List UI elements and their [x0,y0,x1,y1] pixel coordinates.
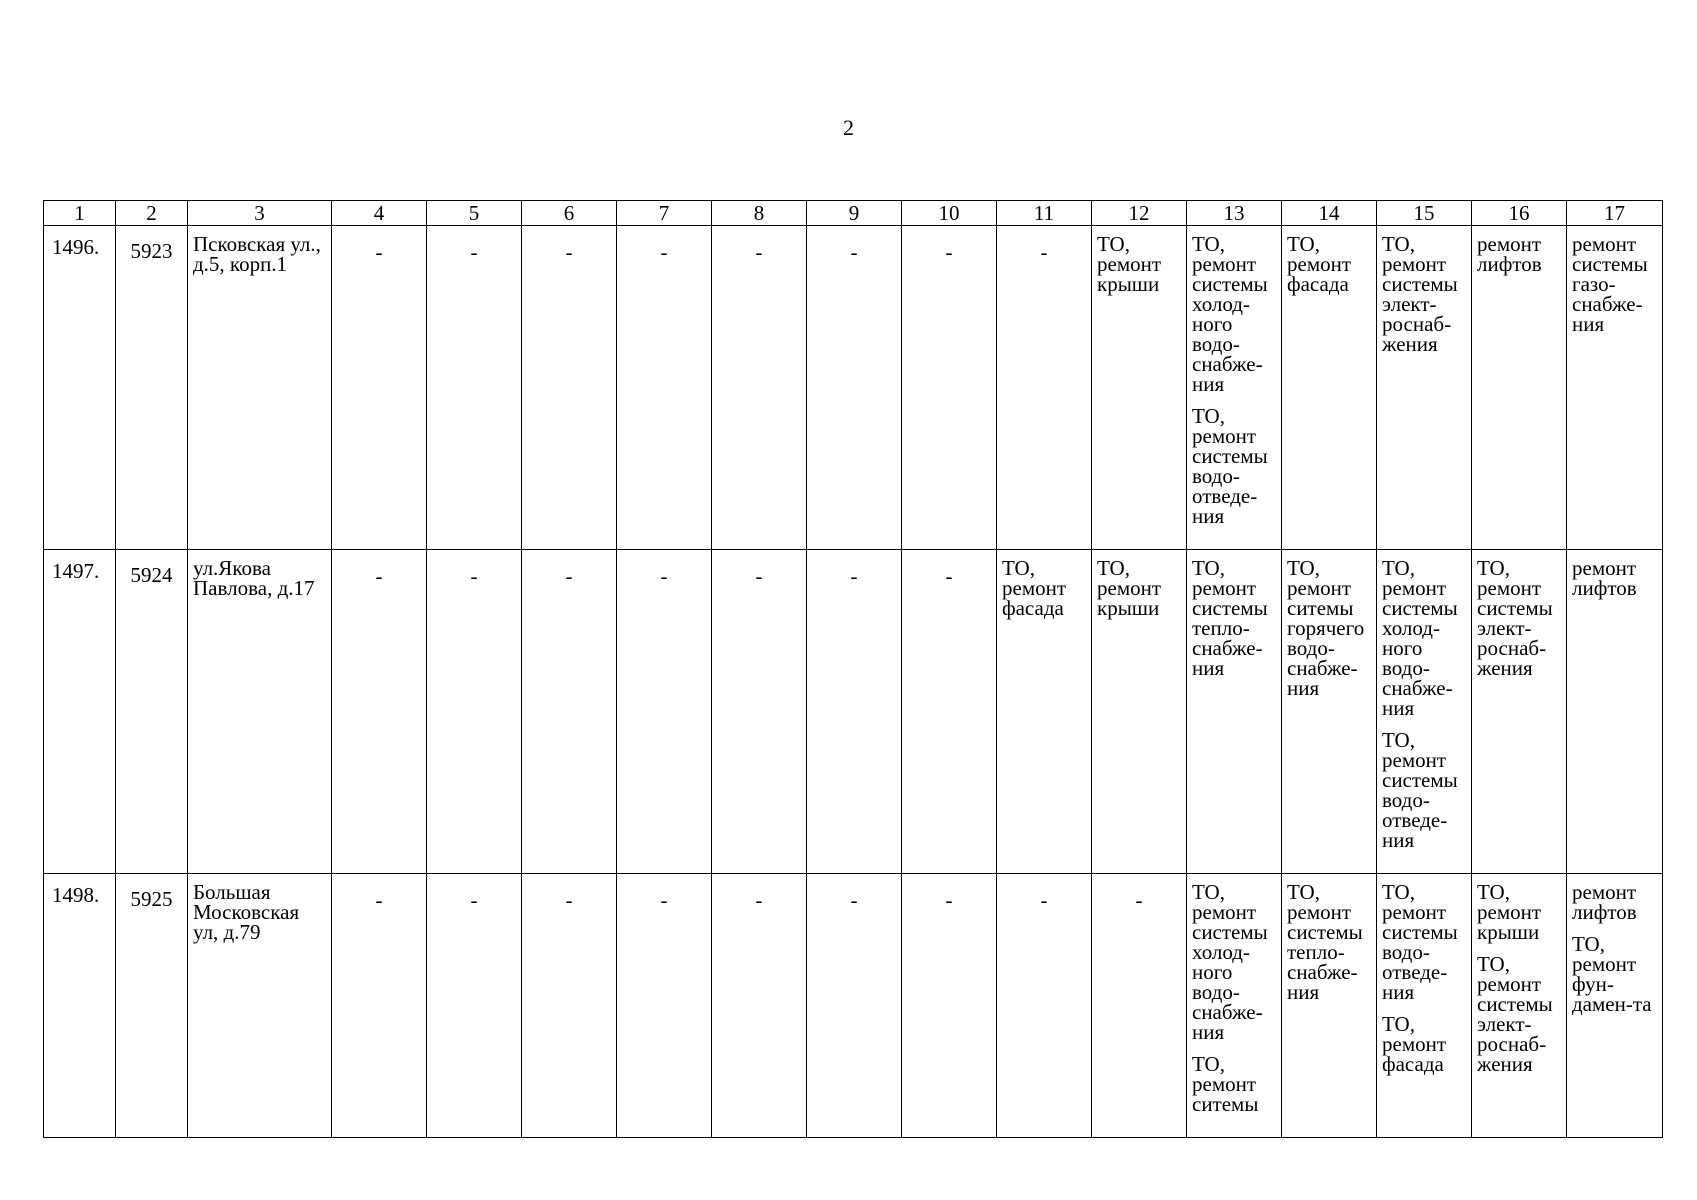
empty-cell: - [617,874,712,1138]
column-header: 4 [332,201,427,226]
empty-cell: - [712,874,807,1138]
empty-cell: - [332,874,427,1138]
work-cell-17 [1567,874,1663,1138]
work-entry: ремонт лифтов [1572,556,1637,600]
work-entry: - [1040,240,1048,264]
row-number: 1496. [44,226,116,550]
work-cell-11 [997,874,1092,1138]
page-number: 2 [843,115,854,140]
column-header: 2 [116,201,188,226]
empty-cell: - [427,550,522,874]
work-cell-11 [997,550,1092,874]
work-entry: ТО, ремонт системы элект-роснаб-жения [1477,556,1553,680]
work-entry: ТО, ремонт системы холод-ного водо-снабже-ния [1192,880,1268,1044]
work-entry: - [1040,888,1048,912]
column-header: 6 [522,201,617,226]
work-cell-15 [1377,874,1472,1138]
empty-cell: - [617,550,712,874]
column-header: 11 [997,201,1092,226]
work-entry: ремонт лифтов [1477,232,1542,276]
work-cell-12 [1092,550,1187,874]
work-cell-12 [1092,874,1187,1138]
table-row [44,550,1663,874]
work-cell-11 [997,226,1092,550]
work-entry: ТО, ремонт системы тепло-снабже-ния [1287,880,1363,1004]
work-cell-16 [1472,874,1567,1138]
work-entry: ТО, ремонт фун-дамен-та [1572,932,1652,1016]
work-entry: ТО, ремонт системы элект-роснаб-жения [1382,232,1458,356]
table-row [44,874,1663,1138]
address-cell: ул.Якова Павлова, д.17 [188,550,332,874]
work-entry: ТО, ремонт системы элект-роснаб-жения [1477,952,1553,1076]
empty-cell: - [902,874,997,1138]
empty-cell: - [332,226,427,550]
empty-cell: - [807,550,902,874]
work-cell-17 [1567,226,1663,550]
empty-cell: - [902,550,997,874]
work-entry: ТО, ремонт фасада [1287,232,1352,296]
work-entry: ТО, ремонт системы водо-отведе-ния [1382,728,1458,852]
empty-cell: - [522,874,617,1138]
empty-cell: - [712,550,807,874]
work-entry: ремонт лифтов [1572,880,1637,924]
column-header: 8 [712,201,807,226]
building-code: 5923 [116,226,188,550]
column-header: 17 [1567,201,1663,226]
empty-cell: - [807,226,902,550]
work-cell-14 [1282,550,1377,874]
column-header: 14 [1282,201,1377,226]
building-code: 5924 [116,550,188,874]
work-cell-12 [1092,226,1187,550]
table-row [44,226,1663,550]
work-entry: ТО, ремонт системы водо-отведе-ния [1382,880,1458,1004]
work-cell-17 [1567,550,1663,874]
work-entry: ТО, ремонт системы водо-отведе-ния [1192,404,1268,528]
work-entry: ТО, ремонт системы тепло-снабже-ния [1192,556,1268,680]
empty-cell: - [712,226,807,550]
column-header: 7 [617,201,712,226]
column-header: 10 [902,201,997,226]
work-schedule-table [43,200,1663,1138]
work-cell-16 [1472,550,1567,874]
work-cell-13 [1187,874,1282,1138]
empty-cell: - [807,874,902,1138]
column-header: 5 [427,201,522,226]
row-number: 1497. [44,550,116,874]
work-cell-14 [1282,874,1377,1138]
work-cell-13 [1187,226,1282,550]
work-entry: ТО, ремонт фасада [1382,1012,1447,1076]
column-header: 9 [807,201,902,226]
address-cell: Большая Московская ул, д.79 [188,874,332,1138]
column-header: 13 [1187,201,1282,226]
column-header: 1 [44,201,116,226]
work-entry: ТО, ремонт ситемы [1192,1052,1259,1116]
empty-cell: - [427,874,522,1138]
work-entry: ТО, ремонт крыши [1097,232,1162,296]
work-cell-15 [1377,226,1472,550]
work-cell-16 [1472,226,1567,550]
row-number: 1498. [44,874,116,1138]
work-entry: ТО, ремонт ситемы горячего водо-снабже-ния [1287,556,1365,700]
building-code: 5925 [116,874,188,1138]
column-header: 12 [1092,201,1187,226]
work-entry: ТО, ремонт фасада [1002,556,1067,620]
work-cell-13 [1187,550,1282,874]
work-entry: ремонт системы газо-снабже-ния [1572,232,1648,336]
empty-cell: - [617,226,712,550]
work-cell-14 [1282,226,1377,550]
empty-cell: - [427,226,522,550]
column-header: 15 [1377,201,1472,226]
empty-cell: - [332,550,427,874]
work-entry: ТО, ремонт крыши [1477,880,1542,944]
work-entry: ТО, ремонт системы холод-ного водо-снабже-ния [1192,232,1268,396]
empty-cell: - [522,550,617,874]
work-entry: ТО, ремонт системы холод-ного водо-снабже-ния [1382,556,1458,720]
work-entry: - [1135,888,1143,912]
address-cell: Псковская ул., д.5, корп.1 [188,226,332,550]
work-cell-15 [1377,550,1472,874]
table-body [44,201,1663,1138]
empty-cell: - [902,226,997,550]
header-row [44,201,1663,226]
column-header: 3 [188,201,332,226]
work-entry: ТО, ремонт крыши [1097,556,1162,620]
column-header: 16 [1472,201,1567,226]
empty-cell: - [522,226,617,550]
